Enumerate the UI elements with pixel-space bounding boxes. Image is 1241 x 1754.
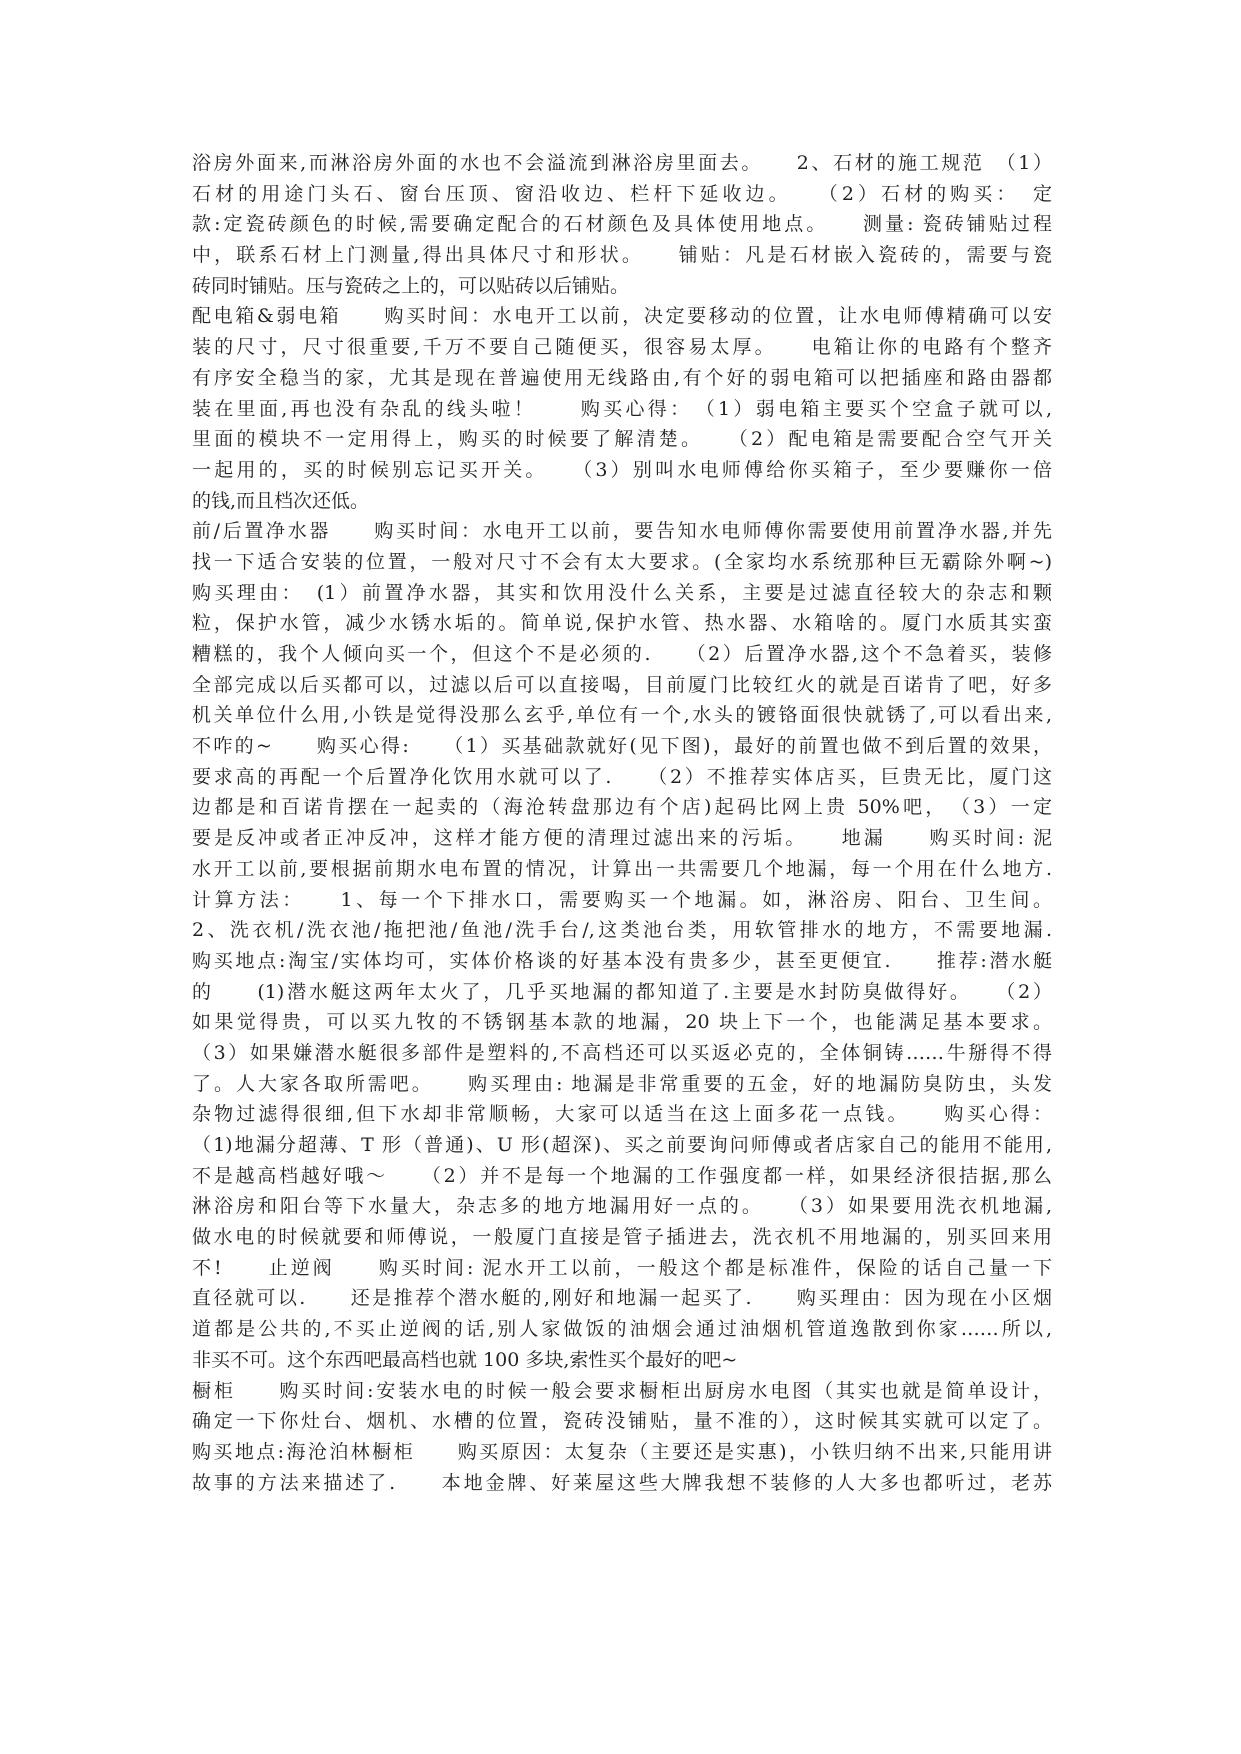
- text-line: 浴房外面来,而淋浴房外面的水也不会溢流到淋浴房里面去。 2、石材的施工规范 （1）: [192, 152, 1052, 174]
- text-line: 不是越高档越好哦～ （2）并不是每一个地漏的工作强度都一样，如果经济很拮据,那么: [192, 1164, 1052, 1187]
- text-line: 要求高的再配一个后置净化饮用水就可以了. （2）不推荐实体店买，巨贵无比，厦门这: [192, 765, 1052, 788]
- text-line: 了。人大家各取所需吧。 购买理由: 地漏是非常重要的五金，好的地漏防臭防虫，头发: [192, 1072, 1052, 1095]
- text-line: 石材的用途门头石、窗台压顶、窗沿收边、栏杆下延收边。 （2）石材的购买： 定: [192, 182, 1052, 205]
- text-line: 购买地点:淘宝/实体均可，实体价格谈的好基本没有贵多少，甚至更便宜. 推荐:潜水艇: [192, 949, 1052, 972]
- text-line: （1)地漏分超薄、T 形（普通)、U 形(超深)、买之前要询问师傅或者店家自己的能用不能用,: [192, 1134, 1052, 1156]
- text-line: 款:定瓷砖颜色的时候,需要确定配合的石材颜色及具体使用地点。 测量: 瓷砖铺贴过程: [192, 213, 1052, 236]
- text-line: 确定一下你灶台、烟机、水槽的位置，瓷砖没铺贴，量不准的），这时候其实就可以定了。: [192, 1410, 1052, 1433]
- text-line: 装的尺寸，尺寸很重要,千万不要自己随便买，很容易太厚。 电箱让你的电路有个整齐: [192, 336, 1052, 359]
- text-line: 配电箱&弱电箱 购买时间：水电开工以前，决定要移动的位置，让水电师傅精确可以安: [192, 305, 1052, 328]
- text-line: 道都是公共的,不买止逆阀的话,别人家做饭的油烟会通过油烟机管道逸散到你家……所以,: [192, 1318, 1052, 1341]
- text-line: 不! 止逆阀 购买时间: 泥水开工以前，一般这个都是标准件，保险的话自己量一下: [192, 1256, 1052, 1279]
- text-line: 不咋的~ 购买心得: （1）买基础款就好(见下图)，最好的前置也做不到后置的效果，: [192, 735, 1052, 758]
- text-line: 糟糕的，我个人倾向买一个，但这个不是必须的. （2）后置净水器,这个不急着买，装修: [192, 643, 1052, 665]
- text-line: 做水电的时候就要和师傅说，一般厦门直接是管子插进去，洗衣机不用地漏的，别买回来用: [192, 1226, 1052, 1249]
- text-line: 机关单位什么用,小铁是觉得没那么玄乎,单位有一个,水头的镀铬面很快就锈了,可以看出来,: [192, 704, 1052, 727]
- text-line: 直径就可以. 还是推荐个潜水艇的,刚好和地漏一起买了. 购买理由：因为现在小区烟: [192, 1287, 1052, 1310]
- text-line: 如果觉得贵，可以买九牧的不锈钢基本款的地漏，20 块上下一个，也能满足基本要求。: [192, 1011, 1052, 1034]
- text-line: 的钱,而且档次还低。: [192, 489, 370, 512]
- text-line: （3）如果嫌潜水艇很多部件是塑料的,不高档还可以买返必克的，全体铜铸……牛掰得不得: [192, 1041, 1052, 1064]
- text-line: 要是反冲或者正冲反冲，这样才能方便的清理过滤出来的污垢。 地漏 购买时间: 泥: [192, 827, 1052, 850]
- text-line: 的 (1)潜水艇这两年太火了，几乎买地漏的都知道了.主要是水封防臭做得好。 （2）: [192, 980, 1052, 1003]
- text-line: 购买地点:海沧泊林橱柜 购买原因：太复杂（主要还是实惠)，小铁归纳不出来,只能用讲: [192, 1440, 1052, 1463]
- text-line: 中，联系石材上门测量,得出具体尺寸和形状。 铺贴：凡是石材嵌入瓷砖的，需要与瓷: [192, 244, 1052, 267]
- text-line: 杂物过滤得很细,但下水却非常顺畅，大家可以适当在这上面多花一点钱。 购买心得：: [192, 1103, 1052, 1126]
- text-line: 找一下适合安装的位置，一般对尺寸不会有太大要求。(全家均水系统那种巨无霸除外啊~): [192, 550, 1052, 573]
- text-line: 全部完成以后买都可以，过滤以后可以直接喝，目前厦门比较红火的就是百诺肯了吧，好多: [192, 673, 1052, 696]
- text-line: 前/后置净水器 购买时间：水电开工以前，要告知水电师傅你需要使用前置净水器,并先: [192, 520, 1052, 543]
- document-body: [192, 148, 1052, 1498]
- text-line: 有序安全稳当的家，尤其是现在普遍使用无线路由,有个好的弱电箱可以把插座和路由器都: [192, 366, 1052, 389]
- text-line: 非买不可。这个东西吧最高档也就 100 多块,索性买个最好的吧~: [192, 1348, 738, 1371]
- text-line: 购买理由： (1）前置净水器，其实和饮用没什么关系，主要是过滤直径较大的杂志和颗: [192, 581, 1052, 604]
- text-line: 2、洗衣机/洗衣池/拖把池/鱼池/洗手台/,这类池台类，用软管排水的地方，不需要地漏.: [192, 919, 1052, 942]
- text-line: 砖同时铺贴。压与瓷砖之上的，可以贴砖以后铺贴。: [192, 274, 630, 297]
- text-line: 淋浴房和阳台等下水量大，杂志多的地方地漏用好一点的。 （3）如果要用洗衣机地漏,: [192, 1195, 1052, 1218]
- text-line: 边都是和百诺肯摆在一起卖的（海沧转盘那边有个店)起码比网上贵 50%吧， （3）一定: [192, 796, 1052, 819]
- text-line: 水开工以前,要根据前期水电布置的情况，计算出一共需要几个地漏，每一个用在什么地方.: [192, 857, 1052, 880]
- text-line: 粒，保护水管，减少水锈水垢的。简单说,保护水管、热水器、水箱啥的。厦门水质其实蛮: [192, 612, 1052, 635]
- text-line: 里面的模块不一定用得上，购买的时候要了解清楚。 （2）配电箱是需要配合空气开关: [192, 428, 1052, 451]
- text-line: 计算方法： 1、每一个下排水口，需要购买一个地漏。如，淋浴房、阳台、卫生间。: [192, 888, 1052, 911]
- text-line: 故事的方法来描述了. 本地金牌、好莱屋这些大牌我想不装修的人大多也都听过，老苏: [192, 1471, 1052, 1494]
- text-line: 装在里面,再也没有杂乱的线头啦！ 购买心得： （1）弱电箱主要买个空盒子就可以,: [192, 397, 1052, 420]
- text-line: 一起用的，买的时候别忘记买开关。 （3）别叫水电师傅给你买箱子，至少要赚你一倍: [192, 458, 1052, 481]
- text-line: 橱柜 购买时间:安装水电的时候一般会要求橱柜出厨房水电图（其实也就是简单设计，: [192, 1379, 1052, 1402]
